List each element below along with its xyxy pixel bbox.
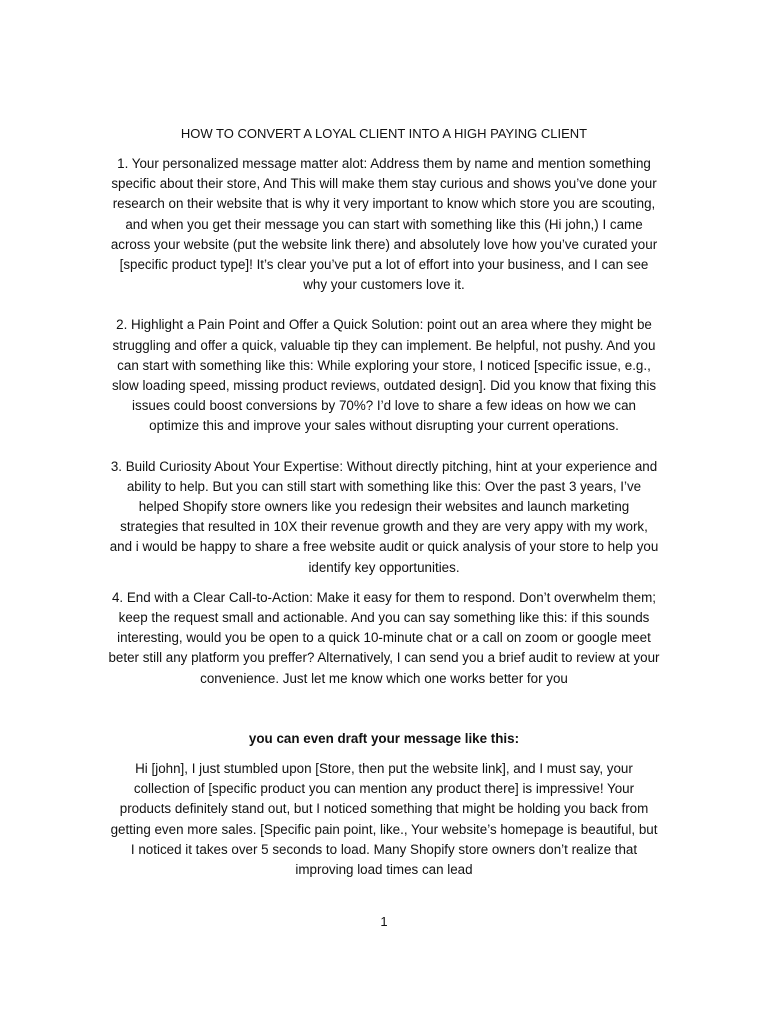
paragraph-pain-point: 2. Highlight a Pain Point and Offer a Quick Solution: point out an area where they might be struggling and offer a quick, valuable tip they can implement. Be helpful, not pushy. And you can start with something like this: While exploring your store, I noticed [specific issue, e.g., slow loading speed, missing product reviews, outdated design]. Did you know that fixing this issues could boost conversions by 70%? I’d love to share a few ideas on how we can optimize this and improve your sales without disrupting your current operations. bbox=[111, 317, 657, 434]
page-number: 1 bbox=[380, 914, 388, 929]
paragraph-draft-message: Hi [john], I just stumbled upon [Store, then put the website link], and I must say, your collection of [specific product you can mention any product there] is impressive! Your products definitely stand out, but I noticed something that might be holding you back from getting even more sales. [Specific pain point, like., Your website’s homepage is beautiful, but I noticed it takes over 5 seconds to load. Many Shopify store owners don’t realize that improving load times can lead bbox=[110, 761, 658, 878]
draft-subheading: you can even draft your message like this: bbox=[248, 730, 520, 746]
spacer bbox=[108, 295, 660, 315]
spacer bbox=[108, 437, 660, 457]
document-body bbox=[108, 124, 660, 880]
spacer bbox=[108, 578, 660, 588]
paragraph-call-to-action: 4. End with a Clear Call-to-Action: Make it easy for them to respond. Don’t overwhelm them; keep the request small and actionable. And you can say something like this: if this sounds interesting, would you be open to a quick 10-minute chat or a call on zoom or google meet beter still any platform you preffer? Alternatively, I can send you a brief audit to review at your convenience. Just let me know which one works better for you bbox=[108, 589, 660, 686]
spacer bbox=[108, 749, 660, 759]
paragraph-curiosity: 3. Build Curiosity About Your Expertise: Without directly pitching, hint at your experience and ability to help. But you can still start with something like this: Over the past 3 years, I’ve helped Shopify store owners like you redesign their websites and launch marketing strategies that resulted in 10X their revenue growth and they are very appy with my work, and i would be happy to share a free website audit or quick analysis of your store to help you identify key opportunities. bbox=[109, 458, 659, 575]
spacer bbox=[108, 689, 660, 729]
document-title: HOW TO CONVERT A LOYAL CLIENT INTO A HIGH PAYING CLIENT bbox=[180, 126, 588, 141]
paragraph-personalized-message: 1. Your personalized message matter alot: Address them by name and mention something specific about their store, And This will make them stay curious and shows you’ve done your research on their website that is why it very important to know which store you are scouting, and when you get their message you can start with something like this (Hi john,) I came across your website (put the website link there) and absolutely love how you’ve curated your [specific product type]! It’s clear you’ve put a lot of effort into your business, and I can see why your customers love it. bbox=[110, 156, 658, 293]
